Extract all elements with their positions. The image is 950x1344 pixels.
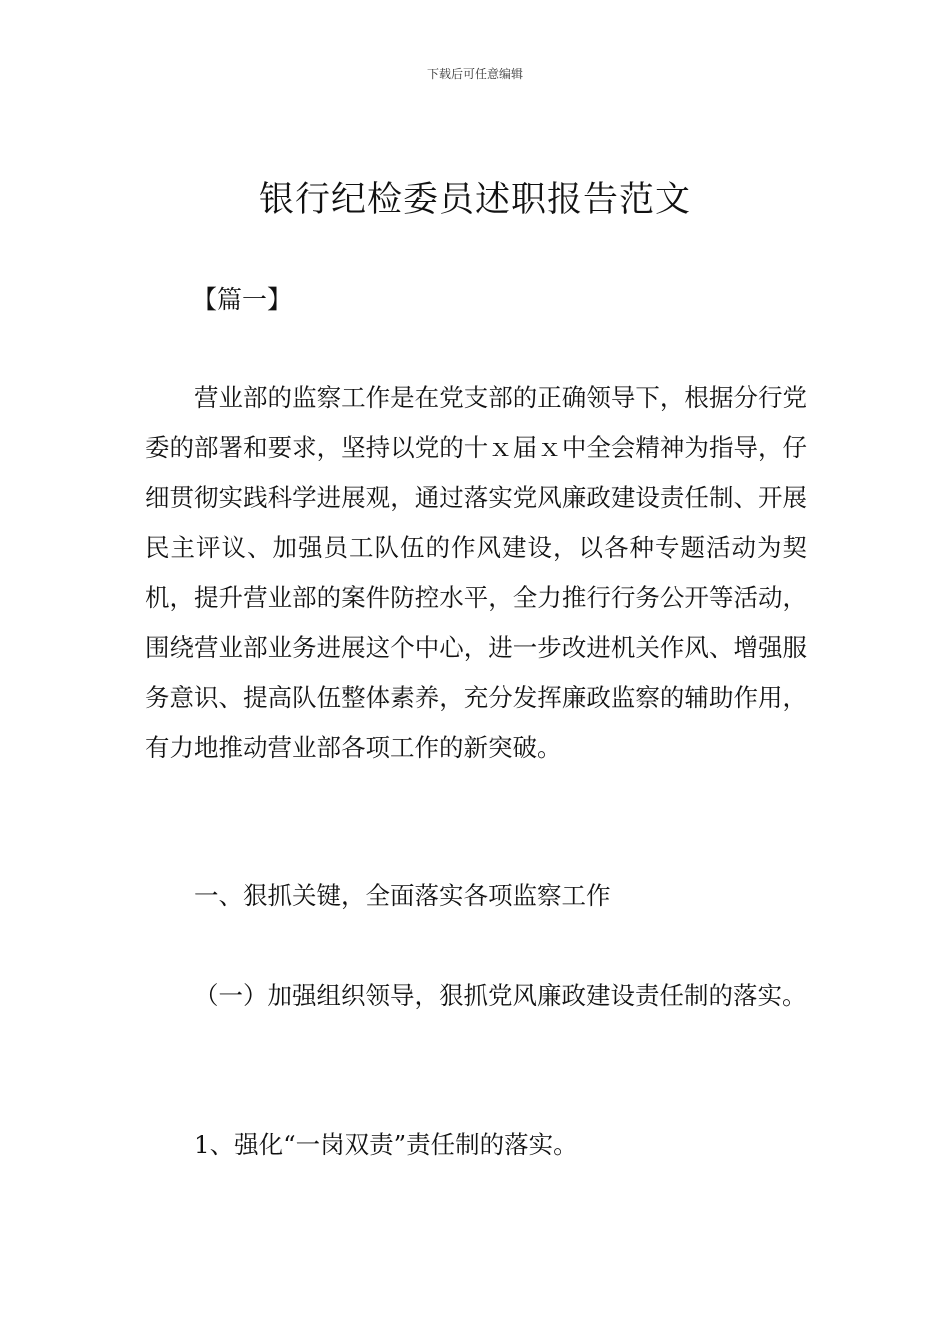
item-heading: 1、强化“一岗双责”责任制的落实。 [194, 1130, 578, 1159]
intro-paragraph: 营业部的监察工作是在党支部的正确领导下，根据分行党委的部署和要求，坚持以党的十ｘ届ｘ中全会精神为指导，仔细贯彻实践科学进展观，通过落实党风廉政建设责任制、开展民主评议、加强员工队伍的作风建设，以各种专题活动为契机，提升营业部的案件防控水平，全力推行行务公开等活动，围绕营业部业务进展这个中心，进一步改进机关作风、增强服务意识、提高队伍整体素养，充分发挥廉政监察的辅助作用，有力地推动营业部各项工作的新突破。 [145, 383, 807, 762]
section-heading-1: 一、狠抓关键，全面落实各项监察工作 [194, 881, 611, 910]
section-tag: 【篇一】 [192, 285, 293, 314]
subsection-heading: （一）加强组织领导，狠抓党风廉政建设责任制的落实。 [194, 981, 807, 1010]
document-title: 银行纪检委员述职报告范文 [258, 180, 691, 220]
header-note: 下载后可任意编辑 [426, 67, 523, 81]
